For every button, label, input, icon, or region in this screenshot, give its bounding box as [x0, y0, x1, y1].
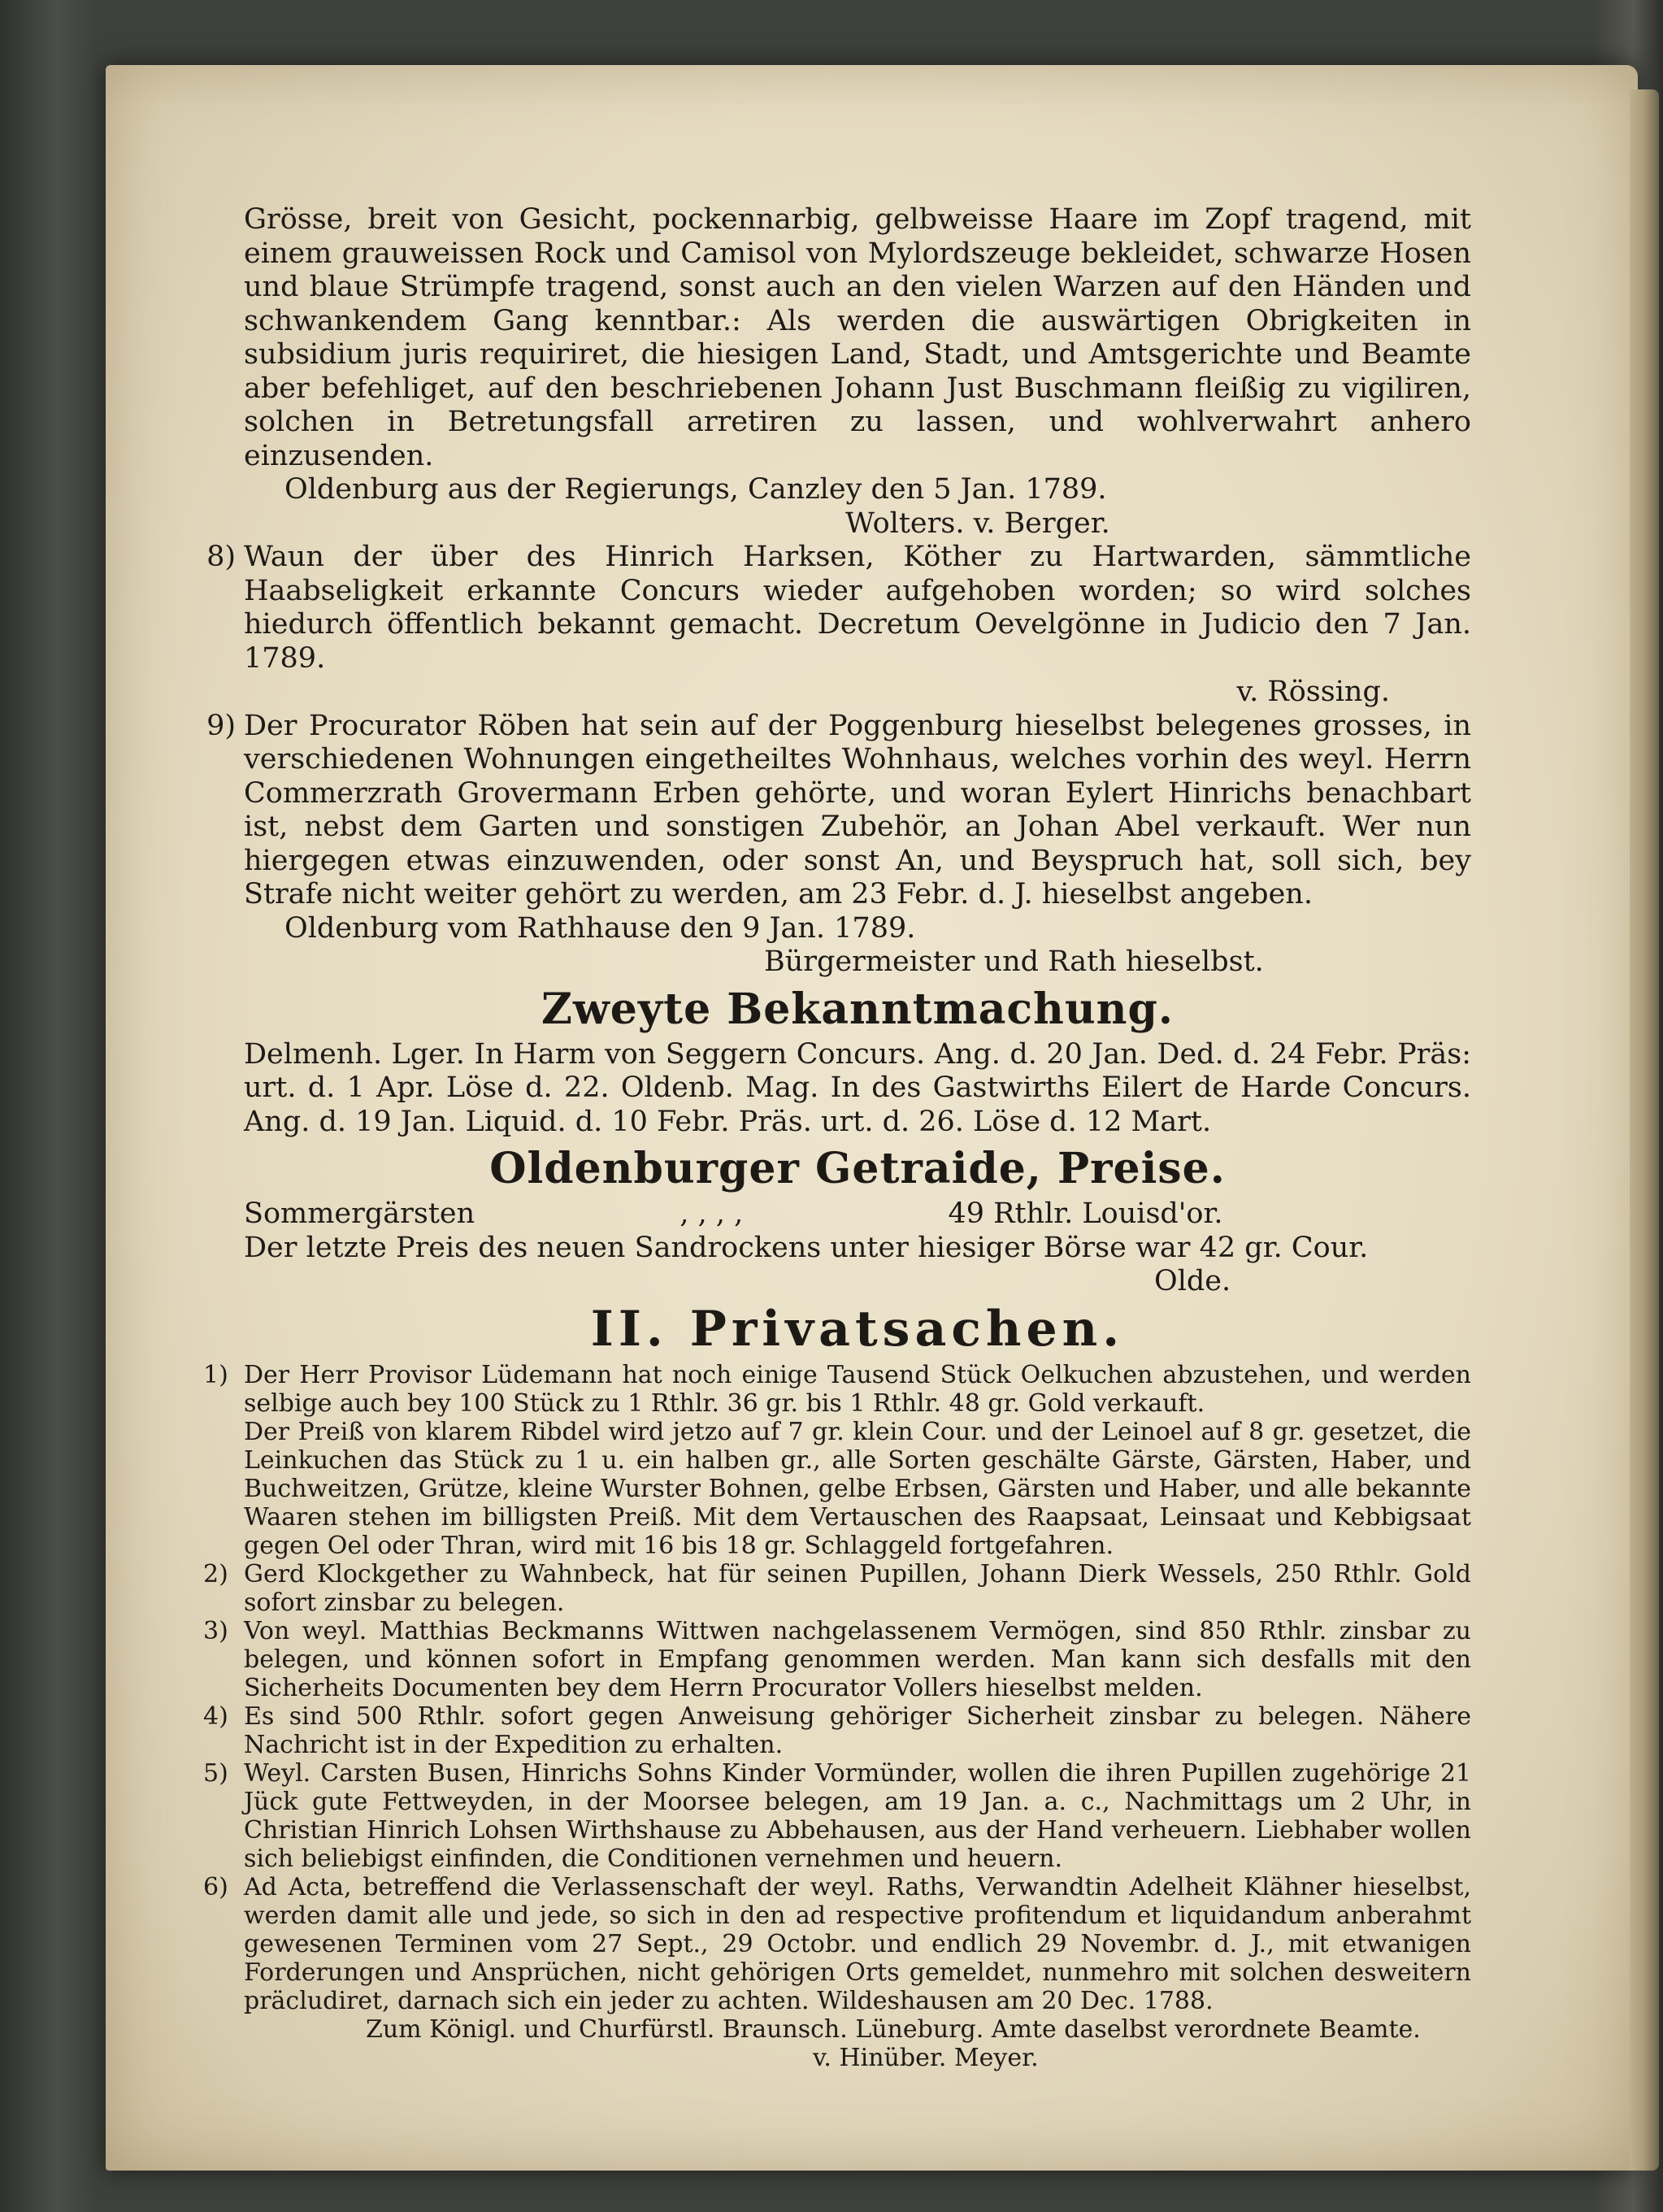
privat-item-1 — [203, 1360, 1471, 1418]
notice-9 — [206, 709, 1471, 912]
privat-item-5-number: 5) — [203, 1758, 228, 1788]
privat-item-2-text: Gerd Klockgether zu Wahnbeck, hat für seinen Pupillen, Johann Dierk Wessels, 250 Rthlr. Gold sofort zinsbar zu belegen. — [244, 1559, 1471, 1617]
privat-closing-line: Zum Königl. und Churfürstl. Braunsch. Lüneburg. Amte daselbst verordnete Beamte. — [366, 2014, 1421, 2044]
privat-item-3-text: Von weyl. Matthias Beckmanns Wittwen nachgelassenem Vermögen, sind 850 Rthlr. zinsbar zu belegen, und können sofort in Empfang genommen werden. Man kann sich desfalls mit den Sicherheits Documenten bey dem Herrn Procurator Vollers hieselbst melden. — [244, 1616, 1471, 1702]
privat-item-4 — [203, 1701, 1471, 1759]
privat-item-1b-text: Der Preiß von klarem Ribdel wird jetzo auf 7 gr. klein Cour. und der Leinoel auf 8 gr. gesetzet, die Leinkuchen das Stück zu 1 u. ein halben gr., alle Sorten geschälte Gärste, Gärsten, Haber, und Buchweitzen, Grütze, kleine Wurster Bohnen, gelbe Erbsen, Gärsten und Haber, und alle bekannte Waaren stehen im billigsten Preiß. Mit dem Vertauschen des Raapsaat, Leinsaat und Kebbigsaat gegen Oel oder Thran, wird mit 16 bis 18 gr. Schlaggeld fortgefahren. — [244, 1417, 1471, 1560]
notice-8 — [206, 541, 1471, 676]
getraide-row-label: Sommergärsten — [244, 1197, 475, 1230]
privat-item-4-text: Es sind 500 Rthlr. sofort gegen Anweisung gehöriger Sicherheit zinsbar zu belegen. Nähere Nachricht ist in der Expedition zu erhalten. — [244, 1701, 1471, 1759]
privat-item-3 — [203, 1616, 1471, 1702]
privat-item-6 — [203, 1872, 1471, 2015]
privat-item-4-number: 4) — [203, 1701, 228, 1731]
privat-item-1-text: Der Herr Provisor Lüdemann hat noch einige Tausend Stück Oelkuchen abzustehen, und werden selbige auch bey 100 Stück zu 1 Rthlr. 36 gr. bis 1 Rthlr. 48 gr. Gold verkauft. — [244, 1360, 1471, 1418]
getraide-row-value: 49 Rthlr. Louisd'or. — [948, 1197, 1223, 1230]
privat-item-2 — [203, 1559, 1471, 1617]
privat-item-6-number: 6) — [203, 1872, 228, 1901]
notice-9-signature: Bürgermeister und Rath hieselbst. — [764, 945, 1264, 978]
intro-place-date: Oldenburg aus der Regierungs, Canzley den 5 Jan. 1789. — [284, 473, 1107, 506]
privat-item-2-number: 2) — [203, 1559, 228, 1588]
notice-8-text: Waun der über des Hinrich Harksen, Köther zu Hartwarden, sämmtliche Haabseligkeit erkannte Concurs wieder aufgehoben worden; so wird solches hiedurch öffentlich bekannt gemacht. Decretum Oevelgönne in Judicio den 7 Jan. 1789. — [244, 541, 1471, 675]
getraide-row-dots: , , , , — [680, 1197, 744, 1230]
privat-item-1-number: 1) — [203, 1360, 228, 1389]
privat-item-6-text: Ad Acta, betreffend die Verlassenschaft der weyl. Raths, Verwandtin Adelheit Klähner hieselbst, werden damit alle und jede, so sich in den ad respective profitendum et liquidandum anberahmt gewesenen Terminen vom 27 Sept., 29 Octobr. und endlich 29 Novembr. d. J., mit etwanigen Forderungen und Ansprüchen, nicht gehörigen Orts gemeldet, nunmehro mit solchen desweitern präcludiret, darnach sich ein jeder zu achten. Wildeshausen am 20 Dec. 1788. — [244, 1872, 1471, 2015]
privat-item-5-text: Weyl. Carsten Busen, Hinrichs Sohns Kinder Vormünder, wollen die ihren Pupillen zugehörige 21 Jück gute Fettweyden, in der Moorsee belegen, am 19 Jan. a. c., Nachmittags um 2 Uhr, in Christian Hinrich Lohsen Wirthshause zu Abbehausen, aus der Hand verheuern. Liebhaber wollen sich beliebigst einfinden, die Conditionen vernehmen und heuern. — [244, 1758, 1471, 1873]
heading-privatsachen: II. Privatsachen. — [590, 1300, 1125, 1358]
notice-8-number: 8) — [206, 541, 236, 573]
heading-getraide-preise: Oldenburger Getraide, Preise. — [489, 1144, 1226, 1193]
page-content — [203, 203, 1471, 2072]
getraide-signature: Olde. — [1154, 1265, 1231, 1297]
zweyte-text: Delmenh. Lger. In Harm von Seggern Concurs. Ang. d. 20 Jan. Ded. d. 24 Febr. Präs: urt. d. 1 Apr. Löse d. 22. Oldenb. Mag. In des Gastwirths Eilert de Harde Concurs. Ang. d. 19 Jan. Liquid. d. 10 Febr. Präs. urt. d. 26. Löse d. 12 Mart. — [244, 1037, 1471, 1138]
notice-9-text: Der Procurator Röben hat sein auf der Poggenburg hieselbst belegenes grosses, in verschiedenen Wohnungen eingetheiltes Wohnhaus, welches vorhin des weyl. Herrn Commerzrath Grovermann Erben gehörte, und woran Eylert Hinrichs benachbart ist, nebst dem Garten und sonstigen Zubehör, an Johan Abel verkauft. Wer nun hiergegen etwas einzuwenden, oder sonst An, und Beyspruch hat, soll sich, bey Strafe nicht weiter gehört zu werden, am 23 Febr. d. J. hieselbst angeben. — [244, 709, 1471, 910]
getraide-row — [244, 1197, 1471, 1232]
notice-8-signature: v. Rössing. — [1236, 676, 1390, 708]
intro-signature: Wolters. v. Berger. — [845, 506, 1110, 540]
notice-9-place-date: Oldenburg vom Rathhause den 9 Jan. 1789. — [284, 911, 916, 945]
adjacent-page-edge — [1630, 89, 1659, 2171]
privat-item-1b — [244, 1418, 1471, 1560]
privat-item-3-number: 3) — [203, 1616, 228, 1645]
privat-closing-signature: v. Hinüber. Meyer. — [813, 2043, 1039, 2072]
getraide-note: Der letzte Preis des neuen Sandrockens unter hiesiger Börse war 42 gr. Cour. — [244, 1231, 1369, 1264]
notice-9-number: 9) — [206, 709, 236, 742]
heading-zweyte-bekanntmachung: Zweyte Bekanntmachung. — [541, 984, 1174, 1034]
intro-paragraph: Grösse, breit von Gesicht, pockennarbig, gelbweisse Haare im Zopf tragend, mit einem grauweissen Rock und Camisol von Mylordszeuge bekleidet, schwarze Hosen und blaue Strümpfe tragend, sonst auch an den vielen Warzen auf den Händen und schwankendem Gang kenntbar.: Als werden die auswärtigen Obrigkeiten in subsidium juris requiriret, die hiesigen Land, Stadt, und Amtsgerichte und Beamte aber befehliget, auf den beschriebenen Johann Just Buschmann fleißig zu vigiliren, solchen in Betretungsfall arretiren zu lassen, und wohlverwahrt anhero einzusenden. — [244, 203, 1471, 472]
privat-item-5 — [203, 1758, 1471, 1873]
